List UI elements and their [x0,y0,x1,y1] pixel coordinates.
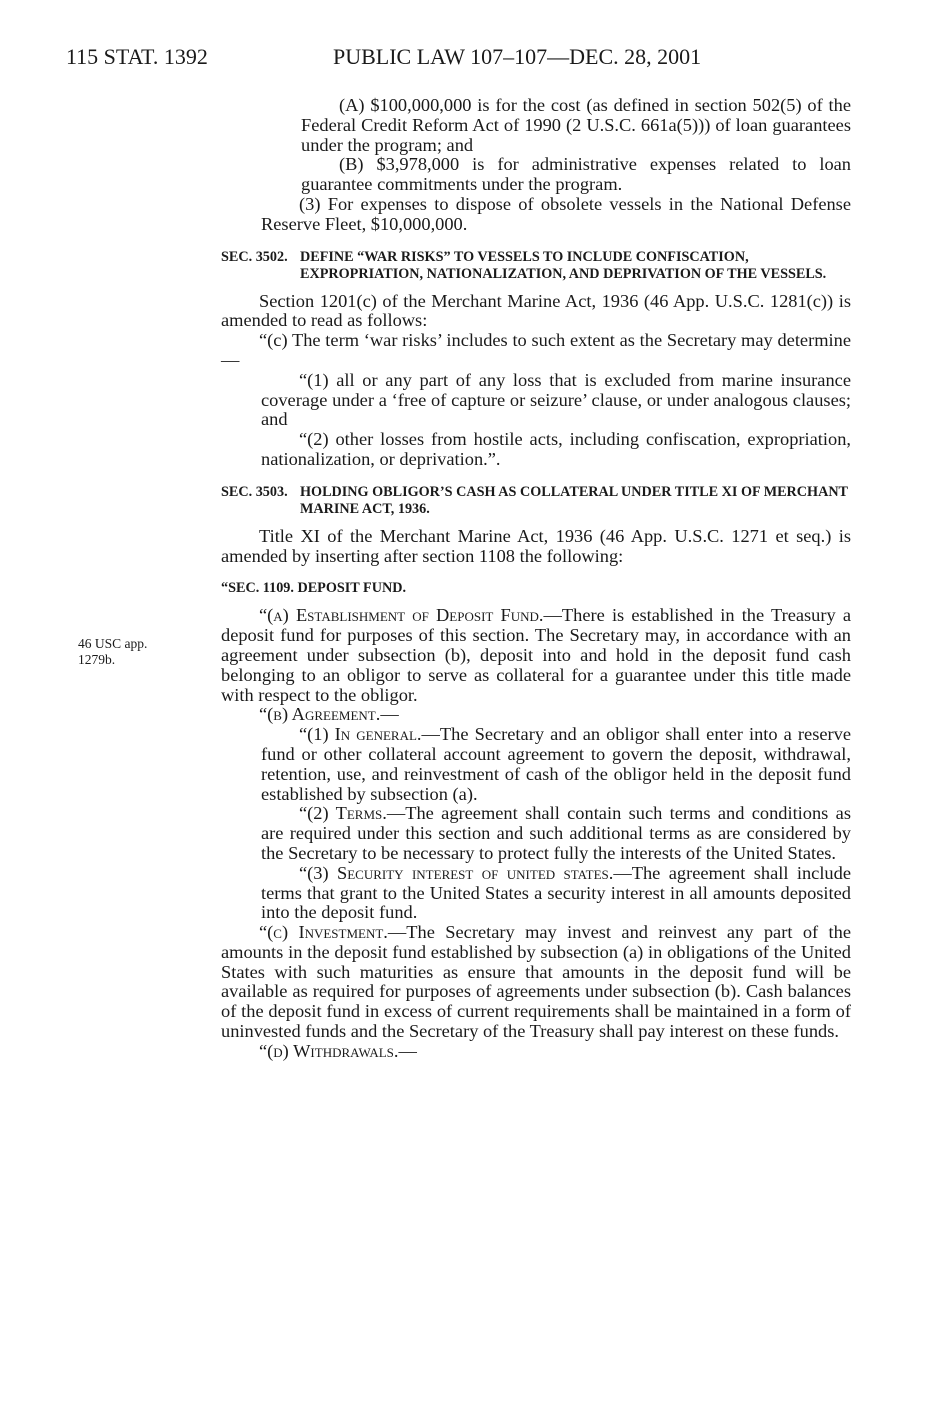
subsection-heading: “(d) Withdrawals. [259,1040,399,1061]
paragraph-b3: “(3) Security interest of united states.—The agreement shall include terms that grant to the United States a security interest in all amounts deposited into the deposit fund. [261,862,851,923]
section-3502-heading [221,249,851,283]
paragraph-sec3502-c: “(c) The term ‘war risks’ includes to such extent as the Secretary may determine— [221,330,851,370]
paragraph-sec3502-c2: “(2) other losses from hostile acts, including confiscation, expropriation, nationalization, or deprivation.”. [261,429,851,469]
margin-citation-line: 1279b. [78,652,116,667]
subsection-heading: “(a) Establishment of Deposit Fund. [259,605,544,626]
paragraph-heading: “(1) In general. [299,724,422,745]
paragraph-b2: “(2) Terms.—The agreement shall contain such terms and conditions as are required under this section and such additional terms as are considered by the Secretary to be necessary to protect fully the interests of the United States. [261,803,851,863]
paragraph-subsection-d: “(d) Withdrawals.— [259,1040,417,1061]
paragraph-heading: “(3) Security interest of united states. [299,862,614,883]
paragraph-a3: (3) For expenses to dispose of obsolete vessels in the National Defense Reserve Fleet, $10,000,000. [261,193,851,234]
paragraph-heading: “(2) Terms. [299,803,387,824]
paragraph-subsection-b: “(b) Agreement.— [259,704,399,725]
section-1109-heading: “SEC. 1109. DEPOSIT FUND. [221,580,406,597]
section-title: HOLDING OBLIGOR’S CASH AS COLLATERAL UNDER TITLE XI OF MERCHANT MARINE ACT, 1936. [300,483,848,517]
margin-citation [78,636,188,668]
law-title: PUBLIC LAW 107–107—DEC. 28, 2001 [333,44,702,69]
paragraph-sec3502-c1: “(1) all or any part of any loss that is excluded from marine insurance coverage under a ‘free of capture or seizure’ clause, or under analogous clauses; and [261,369,851,430]
paragraph-a2B: (B) $3,978,000 is for administrative expenses related to loan guarantee commitments under the program. [301,154,851,195]
subsection-heading: “(c) Investment. [259,922,388,943]
subsection-heading: “(b) Agreement. [259,704,381,725]
paragraph-subsection-a: “(a) Establishment of Deposit Fund.—There is established in the Treasury a deposit fund for purposes of this section. The Secretary may, in accordance with an agreement under subsection (b), deposit into and hold in the deposit fund cash belonging to an obligor to serve as collateral for a guarantee under this title made with respect to the obligor. [221,605,852,705]
section-title: DEFINE “WAR RISKS” TO VESSELS TO INCLUDE CONFISCATION, EXPROPRIATION, NATIONALIZATION, AND DEPRIVATION OF THE VESSELS. [300,248,827,282]
paragraph-sec3503-intro: Title XI of the Merchant Marine Act, 1936 (46 App. U.S.C. 1271 et seq.) is amended by inserting after section 1108 the following: [221,525,851,566]
paragraph-a2A: (A) $100,000,000 is for the cost (as defined in section 502(5) of the Federal Credit Reform Act of 1990 (2 U.S.C. 661a(5))) of loan guarantees under the program; and [301,95,851,155]
section-number: SEC. 3502. [221,248,288,265]
paragraph-sec3502-intro: Section 1201(c) of the Merchant Marine Act, 1936 (46 App. U.S.C. 1281(c)) is amended to read as follows: [221,290,851,331]
page-body [221,96,851,1062]
page-header [66,44,850,72]
paragraph-b1: “(1) In general.—The Secretary and an obligor shall enter into a reserve fund or other collateral account agreement to govern the deposit, withdrawal, retention, use, and reinvestment of cash of the obligor held in the deposit fund established by subsection (a). [261,724,851,804]
stat-citation: 115 STAT. 1392 [66,44,208,69]
paragraph-subsection-c: “(c) Investment.—The Secretary may invest and reinvest any part of the amounts in the deposit fund established by subsection (a) in obligations of the United States with such maturities as ensure that amounts in the deposit fund will be available as required for purposes of agreements under subsection (b). Cash balances of the deposit fund in excess of current requirements shall be maintained in a form of uninvested funds and the Secretary of the Treasury shall pay interest on these funds. [221,922,851,1042]
section-3503-heading [221,484,851,518]
section-number: SEC. 3503. [221,483,288,500]
margin-citation-line: 46 USC app. [78,636,148,651]
